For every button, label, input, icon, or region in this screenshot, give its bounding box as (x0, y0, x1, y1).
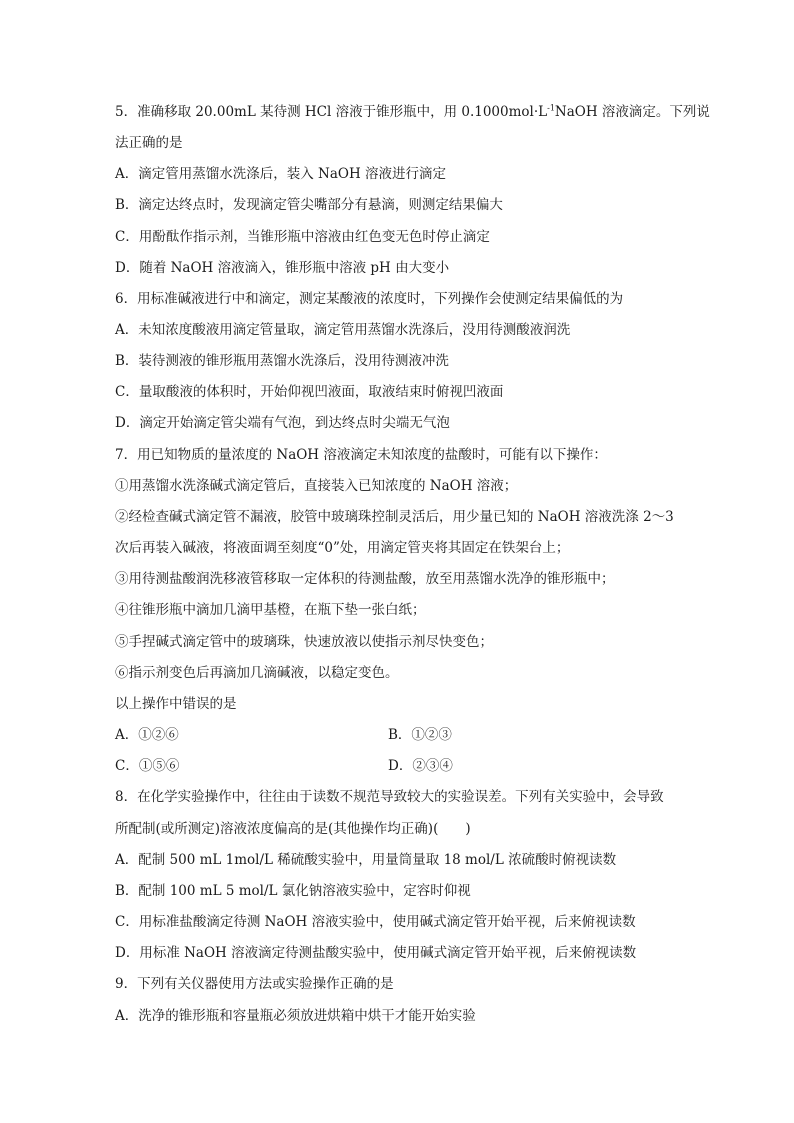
q5-stem-sup: -1 (547, 103, 555, 113)
q7-option-a: A．①②⑥ (115, 727, 179, 743)
q6-option-c: C．量取酸液的体积时，开始仰视凹液面，取液结束时俯视凹液面 (115, 384, 504, 400)
q7-step-1: ①用蒸馏水洗涤碱式滴定管后，直接装入已知浓度的 NaOH 溶液； (115, 478, 518, 494)
q5-option-c: C．用酚酞作指示剂，当锥形瓶中溶液由红色变无色时停止滴定 (115, 229, 490, 245)
q8-option-d: D．用标准 NaOH 溶液滴定待测盐酸实验中，使用碱式滴定管开始平视，后来俯视读数 (115, 945, 637, 961)
q5-stem (115, 102, 710, 122)
q8-stem-line1: 8．在化学实验操作中，往往由于读数不规范导致较大的实验误差。下列有关实验中，会导致 (115, 789, 664, 805)
q7-step-4: ④往锥形瓶中滴加几滴甲基橙，在瓶下垫一张白纸； (115, 602, 426, 618)
q7-option-b: B．①②③ (388, 727, 452, 743)
q5-option-b: B．滴定达终点时，发现滴定管尖嘴部分有悬滴，则测定结果偏大 (115, 197, 503, 213)
q9-option-a: A．洗净的锥形瓶和容量瓶必须放进烘箱中烘干才能开始实验 (115, 1008, 476, 1024)
q6-option-b: B．装待测液的锥形瓶用蒸馏水洗涤后，没用待测液冲洗 (115, 353, 449, 369)
q6-option-a: A．未知浓度酸液用滴定管量取，滴定管用蒸馏水洗涤后，没用待测酸液润洗 (115, 322, 571, 338)
q9-stem: 9．下列有关仪器使用方法或实验操作正确的是 (115, 976, 394, 992)
q7-step-2: ②经检查碱式滴定管不漏液，胶管中玻璃珠控制灵活后，用少量已知的 NaOH 溶液洗涤 2～3 (115, 509, 674, 525)
q5-option-d: D．随着 NaOH 溶液滴入，锥形瓶中溶液 pH 由大变小 (115, 260, 450, 276)
q7-stem: 7．用已知物质的量浓度的 NaOH 溶液滴定未知浓度的盐酸时，可能有以下操作： (115, 447, 607, 463)
q7-step-5: ⑤手捏碱式滴定管中的玻璃珠，快速放液以使指示剂尽快变色； (115, 634, 493, 650)
q7-step-3: ③用待测盐酸润洗移液管移取一定体积的待测盐酸，放至用蒸馏水洗净的锥形瓶中； (115, 571, 615, 587)
q6-stem: 6．用标准碱液进行中和滴定，测定某酸液的浓度时，下列操作会使测定结果偏低的为 (115, 291, 624, 307)
q5-stem-line2: 法正确的是 (115, 135, 183, 151)
q5-stem-post: NaOH 溶液滴定。下列说 (554, 104, 710, 120)
q6-option-d: D．滴定开始滴定管尖端有气泡，到达终点时尖端无气泡 (115, 415, 450, 431)
q7-question: 以上操作中错误的是 (115, 696, 237, 712)
q7-option-c: C．①⑤⑥ (115, 758, 180, 774)
q7-step-2-cont: 次后再装入碱液，将液面调至刻度“0”处，用滴定管夹将其固定在铁架台上； (115, 540, 570, 556)
q7-option-d: D．②③④ (388, 758, 453, 774)
q5-stem-pre: 5．准确移取 20.00mL 某待测 HCl 溶液于锥形瓶中，用 0.1000mol·L (115, 104, 548, 120)
q7-step-6: ⑥指示剂变色后再滴加几滴碱液，以稳定变色。 (115, 665, 399, 681)
q5-option-a: A．滴定管用蒸馏水洗涤后，装入 NaOH 溶液进行滴定 (115, 166, 447, 182)
q8-option-a: A．配制 500 mL 1mol/L 稀硫酸实验中，用量筒量取 18 mol/L 浓硫酸时俯视读数 (115, 852, 617, 868)
q8-option-c: C．用标准盐酸滴定待测 NaOH 溶液实验中，使用碱式滴定管开始平视，后来俯视读数 (115, 914, 636, 930)
q8-option-b: B．配制 100 mL 5 mol/L 氯化钠溶液实验中，定容时仰视 (115, 883, 471, 899)
q8-stem-line2: 所配制(或所测定)溶液浓度偏高的是(其他操作均正确)( ) (115, 821, 471, 837)
